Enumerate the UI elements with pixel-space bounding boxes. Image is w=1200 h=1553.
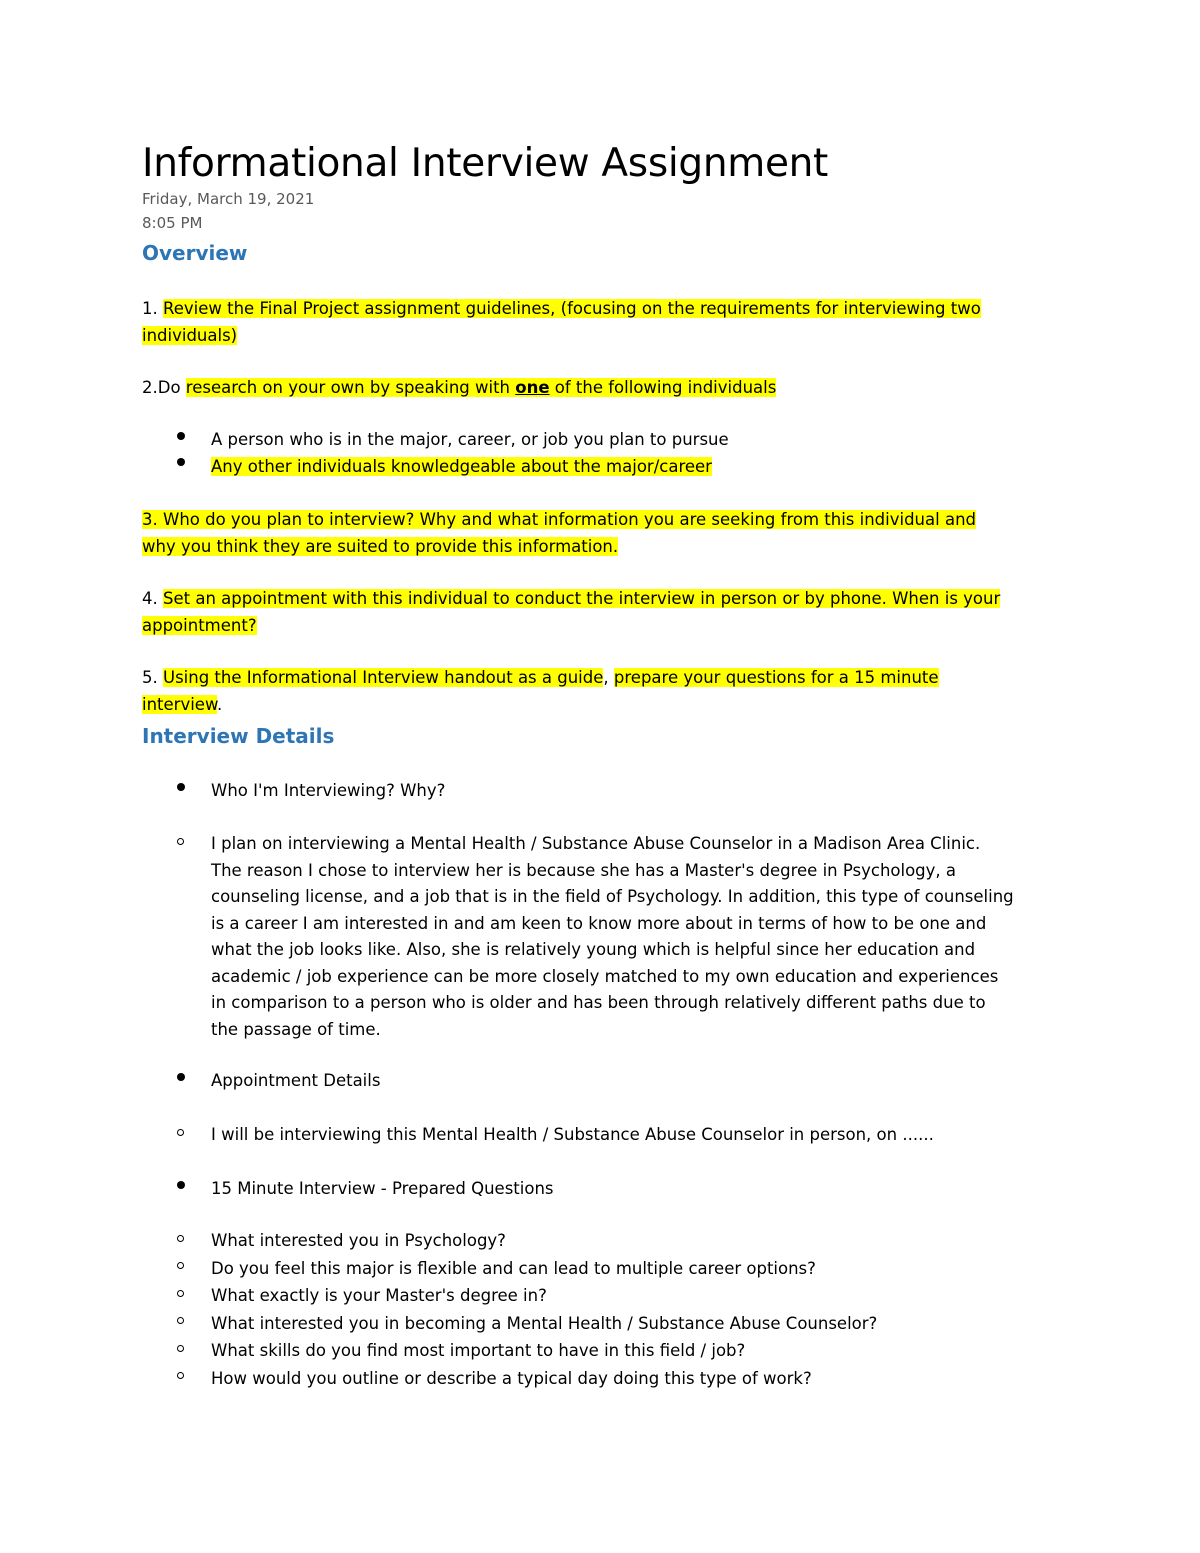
- bullet-dot-icon: [177, 458, 185, 466]
- question-item: How would you outline or describe a typical day doing this type of work?: [211, 1369, 812, 1388]
- question-item: Do you feel this major is flexible and can lead to multiple career options?: [211, 1259, 816, 1278]
- question-item: What exactly is your Master's degree in?: [211, 1286, 547, 1305]
- overview-bullet-1: A person who is in the major, career, or job you plan to pursue: [211, 430, 729, 449]
- overview-item-3: 3. Who do you plan to interview? Why and what information you are seeking from this individual and why you think they are suited to provide this information.: [142, 510, 976, 556]
- overview-bullet-2: Any other individuals knowledgeable about the major/career: [211, 457, 712, 476]
- bullet-dot-icon: [177, 783, 185, 791]
- overview-item-5: 5. Using the Informational Interview handout as a guide, prepare your questions for a 15 minute interview.: [142, 668, 939, 714]
- bullet-circle-icon: [177, 1290, 184, 1297]
- appointment-text: I will be interviewing this Mental Health / Substance Abuse Counselor in person, on ......: [211, 1125, 934, 1144]
- question-item: What interested you in becoming a Mental Health / Substance Abuse Counselor?: [211, 1314, 878, 1333]
- bullet-circle-icon: [177, 838, 184, 845]
- bullet-circle-icon: [177, 1372, 184, 1379]
- page-date: Friday, March 19, 2021: [142, 190, 315, 208]
- interview-details-heading: Interview Details: [142, 724, 335, 748]
- overview-item-1: 1. Review the Final Project assignment guidelines, (focusing on the requirements for interviewing two individuals): [142, 299, 981, 345]
- bullet-dot-icon: [177, 432, 185, 440]
- who-label: Who I'm Interviewing? Why?: [211, 781, 446, 800]
- question-item: What skills do you find most important to have in this field / job?: [211, 1341, 746, 1360]
- bullet-circle-icon: [177, 1262, 184, 1269]
- questions-label: 15 Minute Interview - Prepared Questions: [211, 1179, 554, 1198]
- overview-item-2: 2.Do research on your own by speaking with one of the following individuals: [142, 378, 777, 397]
- overview-heading: Overview: [142, 241, 248, 265]
- page-title: Informational Interview Assignment: [142, 141, 829, 186]
- bullet-dot-icon: [177, 1073, 185, 1081]
- question-item: What interested you in Psychology?: [211, 1231, 506, 1250]
- overview-item-4: 4. Set an appointment with this individual to conduct the interview in person or by phone. When is your appointment?: [142, 589, 1001, 635]
- who-description: I plan on interviewing a Mental Health / Substance Abuse Counselor in a Madison Area Clinic. The reason I chose to interview her is because she has a Master's degree in Psychology, a counseling license, and a job that is in the field of Psychology. In addition, this type of counseling is a career I am interested in and am keen to know more about in terms of how to be one and what the job looks like. Also, she is relatively young which is helpful since her education and academic / job experience can be more closely matched to my own education and experiences in comparison to a person who is older and has been through relatively different paths due to the passage of time.: [211, 834, 1014, 1039]
- bullet-circle-icon: [177, 1129, 184, 1136]
- appointment-label: Appointment Details: [211, 1071, 381, 1090]
- bullet-circle-icon: [177, 1317, 184, 1324]
- bullet-circle-icon: [177, 1345, 184, 1352]
- bullet-circle-icon: [177, 1235, 184, 1242]
- bullet-dot-icon: [177, 1181, 185, 1189]
- page-time: 8:05 PM: [142, 214, 203, 232]
